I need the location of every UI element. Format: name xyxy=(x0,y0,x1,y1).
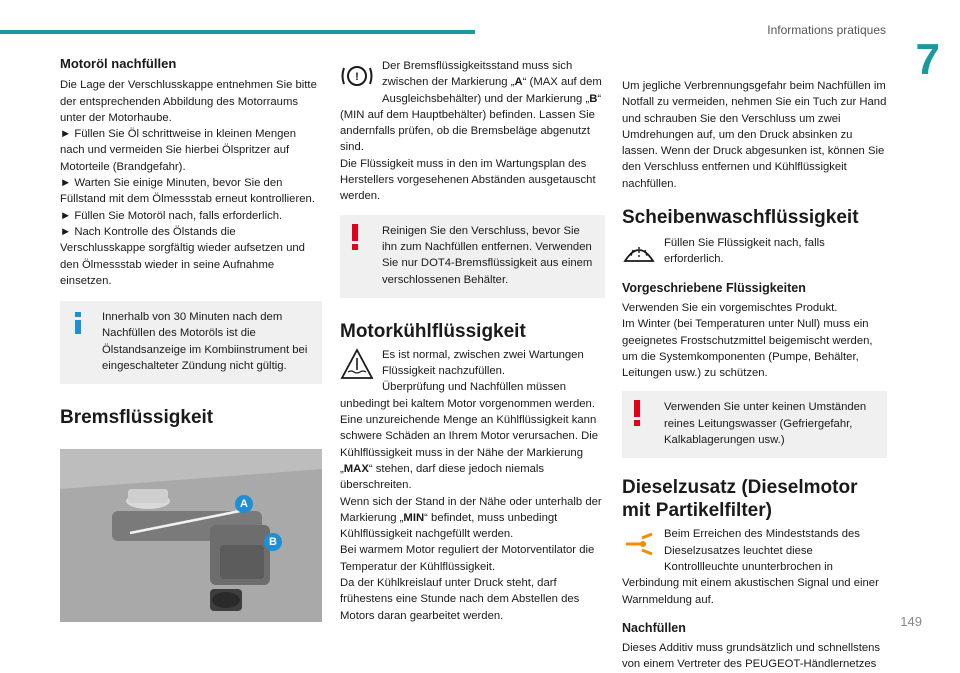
paragraph: Um jegliche Verbrennungsgefahr beim Nachfüllen im Notfall zu vermeiden, nehmen Sie ein Tuch zur Hand und schrauben Sie den Verschluss um zwei Umdrehungen auf, um den Druck absinken zu lassen. Wenn der Druck abgesunken ist, können Sie den Verschluss entfernen und Kühlflüssigkeit nachfüllen. xyxy=(622,80,887,190)
heading-dieselzusatz: Dieselzusatz (Dieselmotor mit Partikelfilter) xyxy=(622,477,858,522)
engine-illustration xyxy=(60,449,322,622)
warning-icon xyxy=(350,224,360,250)
warning-icon xyxy=(632,400,642,426)
page-number: 149 xyxy=(900,614,922,629)
paragraph: Bei warmem Motor reguliert der Motorventilator die Temperatur der Kühlflüssigkeit. xyxy=(340,544,595,573)
paragraph: Eine unzureichende Menge an Kühlflüssigkeit kann schwere Schäden an Ihrem Motor verursachen. Die Kühlflüssigkeit muss in der Nähe der Markierung „MAX“ stehen, darf diese jedoch niemals überschreiten. xyxy=(340,414,599,492)
brake-paragraph: Der Bremsflüssigkeitsstand muss sich zwischen der Markierung „A“ (MAX auf dem Ausgleichsbehälter) und der Markierung „B“ (MIN auf dem Hauptbehälter) befinden. Lassen Sie andernfalls prüfen, ob die Bremsbeläge abgenutzt sind. xyxy=(340,60,602,154)
warning-text: Reinigen Sie den Verschluss, bevor Sie ihn zum Nachfüllen entfernen. Verwenden Sie nur DOT4-Bremsflüssigkeit aus einem verschlossenen Behälter. xyxy=(382,224,593,286)
washer-fluid-icon xyxy=(622,235,656,267)
step-item: ► Füllen Sie Öl schrittweise in kleinen Mengen nach und vermeiden Sie hierbei Ölspritzer auf Motorteile (Brandgefahr). xyxy=(60,128,296,173)
marker-a: A xyxy=(235,495,253,513)
max-marker: MAX xyxy=(343,462,369,475)
marker-b: B xyxy=(264,533,282,551)
subheading-nachfuellen: Nachfüllen xyxy=(622,620,686,635)
coolant-warning-icon xyxy=(340,348,374,380)
warning-text: Verwenden Sie unter keinen Umständen reines Leitungswasser (Gefriergefahr, Kalkablagerungen usw.) xyxy=(664,401,867,447)
svg-text:!: ! xyxy=(355,71,359,83)
column-2 xyxy=(340,58,605,624)
paragraph: Da der Kühlkreislauf unter Druck steht, darf frühestens eine Stunde nach dem Abstellen des Motors daran gearbeitet werden. xyxy=(340,577,580,622)
diesel-additive-icon xyxy=(622,528,656,560)
paragraph: Im Winter (bei Temperaturen unter Null) muss ein geeignetes Frostschutzmittel beigemischt werden, um die Systemkomponenten (Pumpe, Behälter, Leitungen usw.) zu schützen. xyxy=(622,318,873,380)
info-box xyxy=(60,301,322,384)
paragraph: Die Flüssigkeit muss in den im Wartungsplan des Herstellers vorgesehenen Abständen ausgetauscht werden. xyxy=(340,157,596,203)
step-item: ► Füllen Sie Motoröl nach, falls erforderlich. xyxy=(60,209,283,222)
paragraph: Dieses Additiv muss grundsätzlich und schnellstens von einem Vertreter des PEUGEOT-Händlernetzes xyxy=(622,642,881,671)
heading-scheibenwaschfluessigkeit: Scheibenwaschflüssigkeit xyxy=(622,207,859,229)
paragraph: Die Lage der Verschlusskappe entnehmen Sie bitte der entsprechenden Abbildung des Motorraums unter der Motorhaube. xyxy=(60,79,317,124)
step-item: ► Warten Sie einige Minuten, bevor Sie den Füllstand mit dem Ölmessstab erneut kontrollieren. xyxy=(60,177,315,206)
section-title: Informations pratiques xyxy=(767,23,886,37)
step-item: ► Nach Kontrolle des Ölstands die Verschlusskappe sorgfältig wieder aufsetzen und den Ölmessstab wieder in seine Aufnahme einsetzen. xyxy=(60,225,305,287)
chapter-number: 7 xyxy=(915,35,940,84)
brake-warning-icon xyxy=(340,60,374,92)
paragraph: Überprüfung und Nachfüllen müssen unbedingt bei kaltem Motor vorgenommen werden. xyxy=(340,381,595,410)
paragraph: Beim Erreichen des Mindeststands des Dieselzusatzes leuchtet diese Kontrollleuchte ununterbrochen in Verbindung mit einem akustischen Signal und einer Warnmeldung auf. xyxy=(622,528,879,606)
paragraph: Verwenden Sie ein vorgemischtes Produkt. xyxy=(622,301,838,314)
column-3 xyxy=(622,78,887,673)
paragraph: Wenn sich der Stand in der Nähe oder unterhalb der Markierung „MIN“ befindet, muss unbedingt Kühlflüssigkeit nachgefüllt werden. xyxy=(340,495,602,541)
marker-b-ref: B xyxy=(589,92,598,105)
info-text: Innerhalb von 30 Minuten nach dem Nachfüllen des Motoröls ist die Ölstandsanzeige im Kombiinstrument bei eingeschalteter Zündung nicht gültig. xyxy=(102,311,308,373)
heading-motorkuehlfluessigkeit: Motorkühlflüssigkeit xyxy=(340,320,526,342)
subheading-fluids: Vorgeschriebene Flüssigkeiten xyxy=(622,280,806,295)
marker-a-ref: A xyxy=(514,76,523,89)
paragraph: Es ist normal, zwischen zwei Wartungen Flüssigkeit nachzufüllen. xyxy=(382,348,584,378)
paragraph: Füllen Sie Flüssigkeit nach, falls erforderlich. xyxy=(664,237,825,266)
heading-bremsfluessigkeit: Bremsflüssigkeit xyxy=(60,407,214,429)
header-accent-bar xyxy=(0,30,475,34)
info-icon xyxy=(69,312,87,334)
heading-motoroel: Motoröl nachfüllen xyxy=(60,56,177,71)
column-1 xyxy=(60,56,322,622)
warning-box xyxy=(340,215,605,298)
brake-reservoir-photo xyxy=(60,449,322,622)
warning-box xyxy=(622,391,887,458)
min-marker: MIN xyxy=(403,511,425,524)
